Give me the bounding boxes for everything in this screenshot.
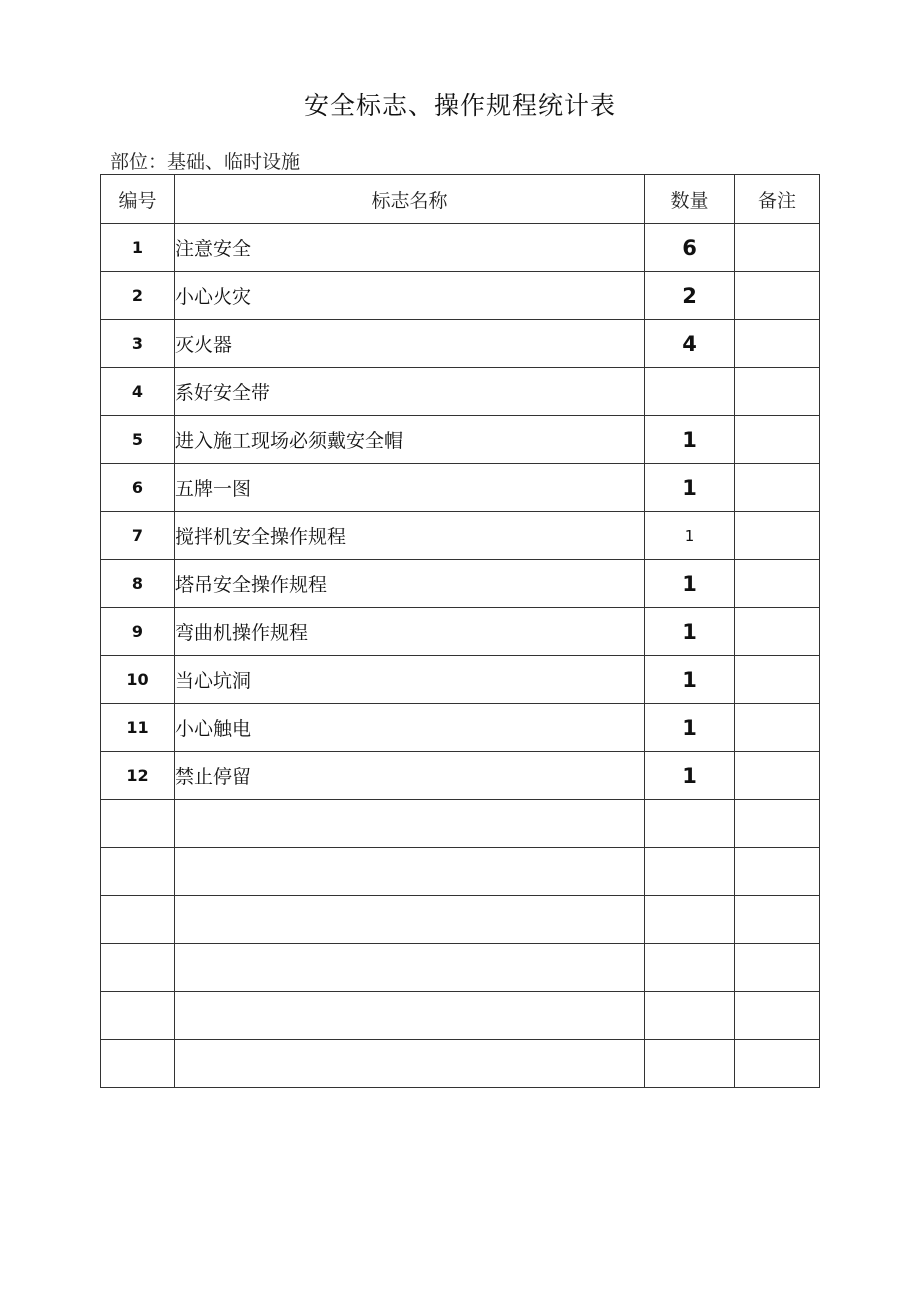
sign-name-cell [175, 896, 645, 944]
quantity-cell: 1 [645, 416, 735, 464]
sign-name-cell: 弯曲机操作规程 [175, 608, 645, 656]
row-number-cell: 1 [101, 224, 175, 272]
row-number-cell: 7 [101, 512, 175, 560]
quantity-cell: 1 [645, 608, 735, 656]
sign-name-cell [175, 1040, 645, 1088]
table-row [101, 944, 820, 992]
table-row [101, 512, 820, 560]
table-row [101, 896, 820, 944]
note-cell [735, 464, 820, 512]
sign-name-cell: 系好安全带 [175, 368, 645, 416]
quantity-cell: 6 [645, 224, 735, 272]
table-row [101, 800, 820, 848]
quantity-cell [645, 368, 735, 416]
sign-name-cell [175, 944, 645, 992]
quantity-cell: 1 [645, 752, 735, 800]
note-cell [735, 704, 820, 752]
quantity-cell: 1 [645, 656, 735, 704]
sign-name-cell: 搅拌机安全操作规程 [175, 512, 645, 560]
table-row [101, 560, 820, 608]
note-cell [735, 752, 820, 800]
table-row [101, 272, 820, 320]
note-cell [735, 992, 820, 1040]
quantity-cell: 1 [645, 464, 735, 512]
note-cell [735, 224, 820, 272]
table-row [101, 704, 820, 752]
row-number-cell: 8 [101, 560, 175, 608]
row-number-cell: 2 [101, 272, 175, 320]
document-title: 安全标志、操作规程统计表 [303, 91, 616, 120]
table-row [101, 848, 820, 896]
sign-name-cell: 五牌一图 [175, 464, 645, 512]
table-row [101, 224, 820, 272]
quantity-cell: 1 [645, 560, 735, 608]
header-note: 备注 [735, 175, 820, 224]
sign-name-cell [175, 992, 645, 1040]
row-number-cell: 5 [101, 416, 175, 464]
quantity-cell [645, 992, 735, 1040]
sign-name-cell: 禁止停留 [175, 752, 645, 800]
note-cell [735, 272, 820, 320]
note-cell [735, 848, 820, 896]
row-number-cell: 9 [101, 608, 175, 656]
quantity-cell [645, 944, 735, 992]
table-row [101, 368, 820, 416]
row-number-cell: 6 [101, 464, 175, 512]
table-row [101, 752, 820, 800]
note-cell [735, 416, 820, 464]
note-cell [735, 896, 820, 944]
table-body [101, 224, 820, 1088]
header-qty: 数量 [645, 175, 735, 224]
row-number-cell: 12 [101, 752, 175, 800]
table-row [101, 1040, 820, 1088]
quantity-cell [645, 848, 735, 896]
sign-name-cell: 塔吊安全操作规程 [175, 560, 645, 608]
quantity-cell: 2 [645, 272, 735, 320]
row-number-cell [101, 992, 175, 1040]
table-row [101, 656, 820, 704]
row-number-cell [101, 848, 175, 896]
note-cell [735, 560, 820, 608]
table-row [101, 464, 820, 512]
quantity-cell [645, 800, 735, 848]
table-row [101, 320, 820, 368]
note-cell [735, 368, 820, 416]
row-number-cell: 10 [101, 656, 175, 704]
row-number-cell: 4 [101, 368, 175, 416]
table-row [101, 416, 820, 464]
sign-name-cell [175, 848, 645, 896]
note-cell [735, 608, 820, 656]
header-name: 标志名称 [175, 175, 645, 224]
row-number-cell [101, 800, 175, 848]
row-number-cell: 3 [101, 320, 175, 368]
table-header-row [101, 175, 820, 224]
sign-name-cell: 注意安全 [175, 224, 645, 272]
row-number-cell [101, 896, 175, 944]
quantity-cell: 1 [645, 512, 735, 560]
sign-name-cell: 灭火器 [175, 320, 645, 368]
row-number-cell [101, 1040, 175, 1088]
header-no: 编号 [101, 175, 175, 224]
quantity-cell [645, 896, 735, 944]
sign-name-cell: 小心火灾 [175, 272, 645, 320]
table-row [101, 992, 820, 1040]
note-cell [735, 512, 820, 560]
note-cell [735, 944, 820, 992]
note-cell [735, 1040, 820, 1088]
table-row [101, 608, 820, 656]
quantity-cell: 4 [645, 320, 735, 368]
location-label: 部位：基础、临时设施 [110, 151, 301, 173]
quantity-cell: 1 [645, 704, 735, 752]
sign-name-cell [175, 800, 645, 848]
sign-statistics-table [100, 174, 820, 1088]
row-number-cell: 11 [101, 704, 175, 752]
note-cell [735, 320, 820, 368]
sign-name-cell: 当心坑洞 [175, 656, 645, 704]
quantity-cell [645, 1040, 735, 1088]
sign-name-cell: 小心触电 [175, 704, 645, 752]
sign-name-cell: 进入施工现场必须戴安全帽 [175, 416, 645, 464]
note-cell [735, 800, 820, 848]
note-cell [735, 656, 820, 704]
row-number-cell [101, 944, 175, 992]
